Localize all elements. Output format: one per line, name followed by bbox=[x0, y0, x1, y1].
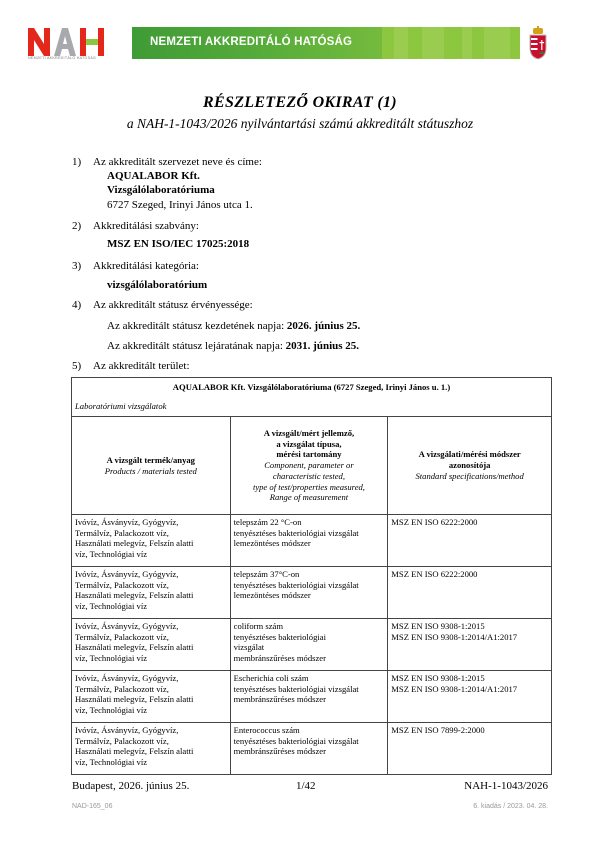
cell-line: MSZ EN ISO 9308-1:2015 bbox=[391, 673, 485, 683]
column-header-product: A vizsgált termék/anyag Products / materials tested bbox=[72, 417, 231, 515]
cell-line: membránszűréses módszer bbox=[233, 746, 326, 757]
section-5-label: Az akkreditált terület: bbox=[93, 360, 190, 372]
column-header-parameter: A vizsgált/mért jellemző, a vizsgálat típusa, mérési tartomány Component, parameter or characteristic tested, type of test/properties measured, Range of measurement bbox=[230, 417, 388, 515]
cell-line: lemezöntéses módszer bbox=[233, 538, 311, 549]
organization-name: AQUALABOR Kft. bbox=[107, 170, 200, 182]
table-subheading: Laboratóriumi vizsgálatok bbox=[72, 399, 552, 417]
header-banner bbox=[132, 27, 520, 59]
cell-line: Használati melegvíz, Felszín alatti bbox=[75, 694, 194, 705]
organization-address: 6727 Szeged, Irinyi János utca 1. bbox=[107, 199, 253, 211]
cell-product bbox=[72, 671, 231, 723]
cell-parameter bbox=[230, 619, 388, 671]
cell-line: tenyésztéses bakteriológiai vizsgálat bbox=[233, 579, 359, 590]
cell-line: vizsgálat bbox=[233, 642, 265, 653]
cell-line: Termálvíz, Palackozott víz, bbox=[75, 579, 169, 590]
cell-line: MSZ EN ISO 6222:2000 bbox=[391, 569, 478, 579]
section-1-label: Az akkreditált szervezet neve és címe: bbox=[93, 156, 262, 168]
cell-line: tenyésztéses bakteriológiai vizsgálat bbox=[233, 683, 359, 694]
section-3-label: Akkreditálási kategória: bbox=[93, 260, 199, 272]
validity-start bbox=[107, 320, 360, 332]
cell-parameter bbox=[230, 671, 388, 723]
section-4-label: Az akkreditált státusz érvényessége: bbox=[93, 299, 253, 311]
cell-line: Ivóvíz, Ásványvíz, Gyógyvíz, bbox=[75, 725, 179, 735]
cell-line: Használati melegvíz, Felszín alatti bbox=[75, 538, 194, 549]
column-header-method: A vizsgálati/mérési módszer azonosítója Standard specifications/method bbox=[388, 417, 552, 515]
cell-line: MSZ EN ISO 9308-1:2015 bbox=[391, 621, 485, 631]
validity-end-date: 2031. június 25. bbox=[285, 340, 360, 352]
cell-line: víz, Technológiai víz bbox=[75, 705, 148, 716]
table-row bbox=[72, 567, 552, 619]
cell-line: Használati melegvíz, Felszín alatti bbox=[75, 746, 194, 757]
cell-line: Ivóvíz, Ásványvíz, Gyógyvíz, bbox=[75, 517, 179, 527]
cell-line: telepszám 37°C-on bbox=[233, 569, 300, 579]
cell-line: víz, Technológiai víz bbox=[75, 601, 148, 612]
section-2-number: 2) bbox=[72, 220, 82, 232]
table-body bbox=[72, 515, 552, 775]
table-row bbox=[72, 723, 552, 775]
cell-parameter bbox=[230, 567, 388, 619]
cell-line: Használati melegvíz, Felszín alatti bbox=[75, 590, 194, 601]
validity-start-label: Az akkreditált státusz kezdetének napja: bbox=[107, 320, 285, 332]
table-row bbox=[72, 515, 552, 567]
cell-line: MSZ EN ISO 6222:2000 bbox=[391, 517, 478, 527]
cell-line: MSZ EN ISO 7899-2:2000 bbox=[391, 725, 485, 735]
cell-line: Termálvíz, Palackozott víz, bbox=[75, 735, 169, 746]
section-4-number: 4) bbox=[72, 299, 82, 311]
accreditation-standard: MSZ EN ISO/IEC 17025:2018 bbox=[107, 238, 250, 250]
cell-line: Termálvíz, Palackozott víz, bbox=[75, 631, 169, 642]
cell-method bbox=[388, 515, 552, 567]
cell-method bbox=[388, 567, 552, 619]
hungarian-coat-of-arms-icon bbox=[528, 26, 548, 60]
cell-method bbox=[388, 619, 552, 671]
table-row bbox=[72, 671, 552, 723]
document-title: RÉSZLETEZŐ OKIRAT (1) bbox=[203, 94, 397, 111]
cell-line: Ivóvíz, Ásványvíz, Gyógyvíz, bbox=[75, 621, 179, 631]
cell-line: tenyésztéses bakteriológiai bbox=[233, 631, 326, 642]
cell-line: tenyésztéses bakteriológiai vizsgálat bbox=[233, 735, 359, 746]
cell-line: Termálvíz, Palackozott víz, bbox=[75, 527, 169, 538]
cell-line: Enterococcus szám bbox=[233, 725, 300, 735]
section-2-label: Akkreditálási szabvány: bbox=[93, 220, 199, 232]
cell-line: lemezöntéses módszer bbox=[233, 590, 311, 601]
cell-parameter bbox=[230, 515, 388, 567]
section-5-number: 5) bbox=[72, 360, 82, 372]
banner-title: NEMZETI AKKREDITÁLÓ HATÓSÁG bbox=[150, 36, 353, 48]
organization-unit: Vizsgálólaboratóriuma bbox=[107, 184, 215, 196]
cell-line: Használati melegvíz, Felszín alatti bbox=[75, 642, 194, 653]
cell-line: víz, Technológiai víz bbox=[75, 549, 148, 560]
section-1-number: 1) bbox=[72, 156, 82, 168]
cell-product bbox=[72, 515, 231, 567]
cell-line: víz, Technológiai víz bbox=[75, 653, 148, 664]
cell-parameter bbox=[230, 723, 388, 775]
cell-line: MSZ EN ISO 9308-1:2014/A1:2017 bbox=[391, 683, 518, 694]
footer-place-date: Budapest, 2026. június 25. bbox=[72, 780, 190, 792]
page-header bbox=[0, 0, 600, 75]
cell-line: Ivóvíz, Ásványvíz, Gyógyvíz, bbox=[75, 673, 179, 683]
cell-line: membránszűréses módszer bbox=[233, 694, 326, 705]
table-row bbox=[72, 619, 552, 671]
document-subtitle: a NAH-1-1043/2026 nyilvántartási számú akkreditált státuszhoz bbox=[126, 116, 474, 131]
cell-method bbox=[388, 671, 552, 723]
table-heading: AQUALABOR Kft. Vizsgálólaboratóriuma (6727 Szeged, Irinyi János u. 1.) bbox=[72, 378, 552, 399]
footer-page-number: 1/42 bbox=[296, 780, 316, 792]
accreditation-scope-table bbox=[71, 377, 552, 775]
footer-edition: 6. kiadás / 2023. 04. 28. bbox=[473, 803, 548, 810]
cell-line: coliform szám bbox=[233, 621, 284, 631]
footer-form-code: NAD-165_06 bbox=[72, 803, 113, 810]
cell-product bbox=[72, 723, 231, 775]
validity-start-date: 2026. június 25. bbox=[286, 320, 361, 332]
cell-line: tenyésztéses bakteriológiai vizsgálat bbox=[233, 527, 359, 538]
section-3-number: 3) bbox=[72, 260, 82, 272]
logo-subtext: NEMZETI AKKREDITÁLÓ HATÓSÁG bbox=[28, 56, 97, 60]
cell-line: Ivóvíz, Ásványvíz, Gyógyvíz, bbox=[75, 569, 179, 579]
cell-product bbox=[72, 619, 231, 671]
cell-product bbox=[72, 567, 231, 619]
cell-method bbox=[388, 723, 552, 775]
validity-end-label: Az akkreditált státusz lejáratának napja: bbox=[107, 340, 283, 352]
cell-line: telepszám 22 °C-on bbox=[233, 517, 302, 527]
accreditation-category: vizsgálólaboratórium bbox=[107, 279, 208, 291]
cell-line: víz, Technológiai víz bbox=[75, 757, 148, 768]
cell-line: membránszűréses módszer bbox=[233, 653, 326, 664]
cell-line: Escherichia coli szám bbox=[233, 673, 309, 683]
footer-registration-number: NAH-1-1043/2026 bbox=[464, 780, 548, 792]
cell-line: MSZ EN ISO 9308-1:2014/A1:2017 bbox=[391, 631, 518, 642]
cell-line: Termálvíz, Palackozott víz, bbox=[75, 683, 169, 694]
validity-end bbox=[107, 340, 359, 352]
